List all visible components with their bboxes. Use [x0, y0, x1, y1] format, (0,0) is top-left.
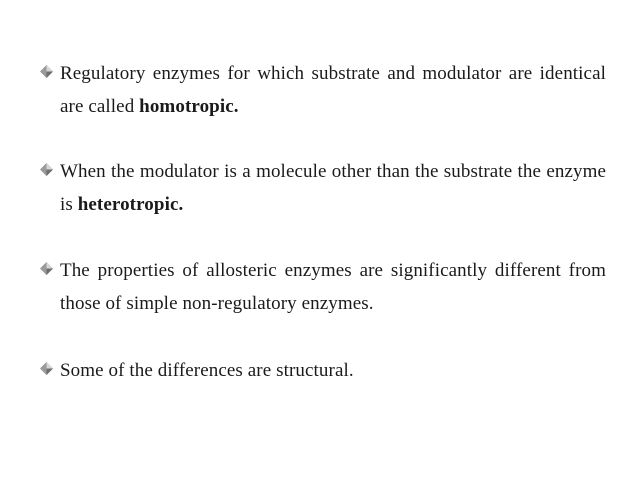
- emphasis-term: heterotropic.: [77, 194, 184, 215]
- bullet-text: When the modulator is a molecule other than the substrate the enzyme is heterotropic.: [60, 161, 606, 215]
- diamond-bullet-icon: [40, 362, 53, 375]
- emphasis-term: homotropic.: [139, 96, 239, 117]
- diamond-bullet-icon: [40, 163, 53, 176]
- bullet-homotropic: [40, 57, 606, 123]
- bullet-properties: [40, 254, 606, 320]
- bullet-heterotropic: [40, 155, 606, 221]
- diamond-bullet-icon: [40, 65, 53, 78]
- bullet-differences: [40, 354, 606, 387]
- bullet-text: Some of the differences are structural.: [60, 360, 354, 381]
- bullet-text: Regulatory enzymes for which substrate and modulator are identical are called homotropic.: [60, 63, 606, 117]
- diamond-bullet-icon: [40, 262, 53, 275]
- bullet-text: The properties of allosteric enzymes are significantly different from those of simple non-regulatory enzymes.: [60, 260, 606, 314]
